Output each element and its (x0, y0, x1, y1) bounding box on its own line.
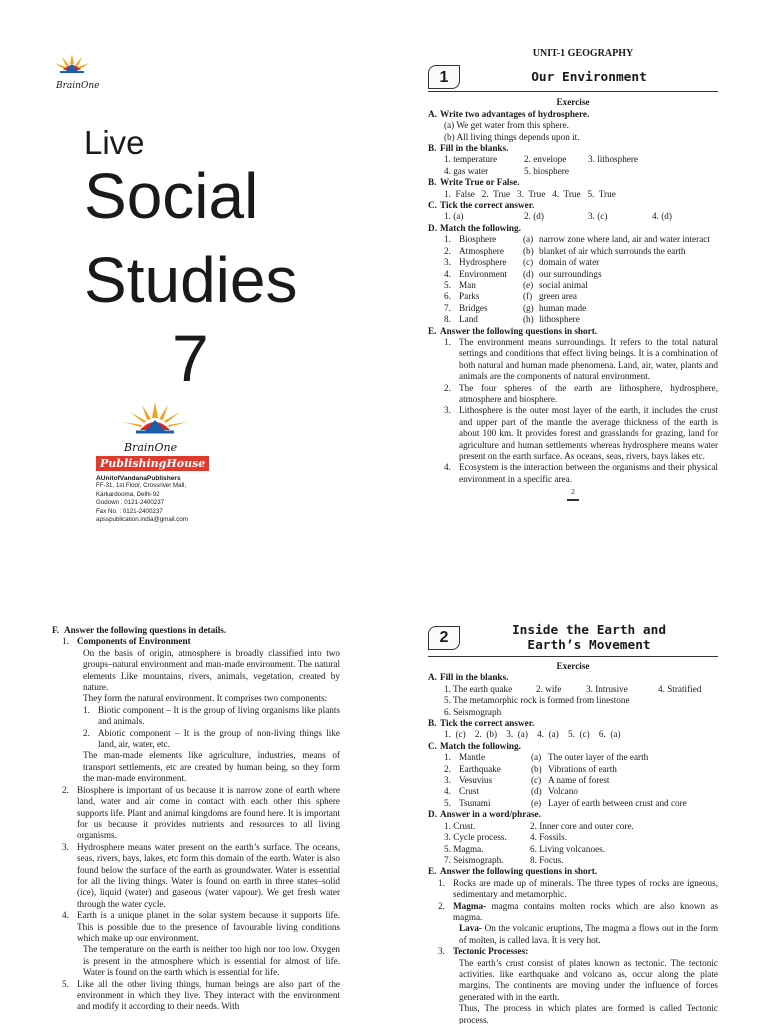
section-short-answers (428, 866, 718, 1024)
match-number: 8. (444, 314, 451, 325)
component-item (52, 728, 340, 751)
answer-line: 5. The metamorphic rock is formed from linestone (444, 695, 630, 706)
answer-item: 1. temperature (444, 154, 498, 165)
short-answer-list (428, 337, 718, 485)
term: Magma- (453, 900, 487, 911)
section-letter: B. (428, 718, 437, 729)
component-list (52, 705, 340, 751)
match-row (428, 280, 718, 291)
answer-number: 1. (62, 636, 69, 647)
match-letter: (c) (523, 257, 534, 268)
answer-item: 4. gas water (444, 165, 489, 176)
section-letter: A. (428, 672, 437, 683)
chapter-number-badge: 2 (428, 626, 460, 650)
match-term: Parks (459, 291, 480, 302)
answer-number: 5. (62, 978, 69, 989)
detailed-answer-list (52, 785, 340, 945)
answer-item: 5. biosphere (524, 165, 569, 176)
match-row (428, 269, 718, 280)
cover-grade-number: 7 (172, 321, 209, 395)
word-answer: 1. Crust. (444, 820, 476, 831)
match-row (428, 234, 718, 245)
match-number: 6. (444, 291, 451, 302)
word-row (428, 844, 718, 855)
match-letter: (e) (531, 797, 542, 808)
section-title: Answer the following questions in details. (64, 625, 227, 635)
word-answer: 5. Magma. (444, 843, 484, 854)
paragraph: On the basis of origin, atmosphere is broadly classified into two groups–natural environment and man-made environment. The natural elements Like mountains, rivers, animals, vegetation, created by nature. (83, 647, 340, 693)
match-number: 2. (444, 245, 451, 256)
small-logo-text: BrainOne (56, 81, 100, 91)
match-term: Biosphere (459, 234, 497, 245)
address-line: apsspublication.india@gmail.com (96, 516, 188, 524)
match-number: 1. (444, 234, 451, 245)
section-short-answers (428, 326, 718, 486)
match-row (428, 314, 718, 325)
word-row (428, 832, 718, 843)
unit-heading: UNIT-1 GEOGRAPHY (532, 48, 634, 59)
section-letter: D. (428, 809, 437, 820)
detailed-answer (52, 785, 340, 842)
match-definition: lithosphere (539, 314, 580, 325)
match-definition: blanket of air which surrounds the earth (539, 245, 686, 256)
match-term: Crust (459, 786, 479, 797)
short-answer (428, 462, 718, 485)
small-logo (52, 50, 100, 91)
answer-item: 4. Stratified (658, 683, 702, 694)
answer-text: Earth is a unique planet in the solar system because it supports life. This is possible due to the presence of favourable living conditions which make up our environment. (77, 910, 340, 943)
answer-item (52, 979, 340, 1013)
short-answer (428, 405, 718, 462)
chapter-title: Our Environment (531, 69, 647, 85)
match-definition: green area (539, 291, 577, 302)
unit2-page (428, 620, 718, 1024)
publisher-address (96, 482, 226, 525)
match-number: 2. (444, 763, 451, 774)
answer-text: magma contains molten rocks which are also known as magma. (453, 900, 718, 922)
short-answer (428, 383, 718, 406)
component-text: Abiotic component – It is the group of non-living things like land, air, water, etc. (98, 727, 340, 750)
address-line: Karkardooma, Delhi-92 (96, 490, 160, 498)
match-letter: (a) (531, 752, 542, 763)
word-answer: 3. Cycle process. (444, 832, 507, 843)
match-definition: A name of forest (548, 775, 610, 786)
answer-number: 3. (444, 405, 451, 416)
match-letter: (b) (531, 763, 542, 774)
chapter-number-badge: 1 (428, 65, 460, 89)
paragraph: The man-made elements like agriculture, industries, means of transport settlements, etc are created by human being, so they form the man-made environment. (83, 750, 340, 784)
match-number: 5. (444, 797, 451, 808)
chapter-title-line: Earth’s Movement (527, 638, 651, 653)
paragraph: They form the natural environment. It comprises two components: (83, 693, 328, 704)
answer-number: 1. (438, 877, 445, 888)
cover-page (0, 0, 384, 560)
answer-line: (b) All living things depends upon it. (444, 131, 580, 142)
section-letter: C. (428, 740, 437, 751)
address-line: Fax No. : 0121-2400237 (96, 507, 163, 515)
match-row (428, 764, 718, 775)
answer-number: 2. (62, 784, 69, 795)
match-number: 4. (444, 786, 451, 797)
section-title: Tick the correct answer. (440, 718, 535, 729)
word-answer: 2. Inner core and outer core. (530, 820, 634, 831)
match-definition: The outer layer of the earth (548, 752, 649, 763)
match-term: Hydrosphere (459, 257, 507, 268)
answer-text: Lithosphere is the outer most layer of the earth, it includes the crust and upper part of the mantle the average thickness of the earth is about 100 km. It provides forest and grasslands for grazing, land for agriculture and human settlements whereas hydrosphere means water present on the earth surface. As oceans, seas, rivers, bays lakes etc. (459, 405, 718, 461)
section-letter: B. (428, 143, 437, 154)
match-letter: (h) (523, 314, 534, 325)
component-number: 1. (83, 704, 90, 715)
answer-item: 4. (d) (652, 211, 672, 222)
answer-item: 3. Intrusive (586, 683, 628, 694)
sunburst-logo-icon (52, 50, 92, 78)
answer-item (428, 901, 718, 924)
paragraph: The temperature on the earth is neither too high nor too low. Oxygen is present in the atmosphere which is essential for almost of life. Water is found on the earth which is essential for life. (83, 944, 340, 978)
exercise-heading: Exercise (556, 97, 590, 108)
match-term: Earthquake (459, 763, 501, 774)
detailed-answer (52, 910, 340, 944)
match-letter: (d) (531, 786, 542, 797)
answer-item (52, 636, 340, 647)
match-row (428, 303, 718, 314)
match-definition: narrow zone where land, air and water interact (539, 234, 710, 245)
match-letter: (g) (523, 302, 534, 313)
section-letter: E. (428, 325, 437, 336)
section-title: Write two advantages of hydrosphere. (440, 108, 590, 119)
address-line: Godown : 0121-2400237 (96, 499, 165, 507)
match-term: Bridges (459, 302, 488, 313)
word-answer: 8. Focus. (530, 854, 564, 865)
answer-number: 2. (444, 382, 451, 393)
match-letter: (a) (523, 234, 534, 245)
chapter-2-header (428, 620, 718, 657)
section-tick (428, 200, 718, 223)
answer-number: 1. (444, 336, 451, 347)
match-number: 1. (444, 752, 451, 763)
section-letter: F. (52, 625, 60, 635)
answer-text: Like all the other living things, human beings are also part of the environment in which they live. They interact with the environment and modify it according to their needs. With (77, 978, 340, 1012)
answer-text: The earth’s crust consist of plates known as tectonic. The tectonic activities. like earthquake and volcano as, occur along the plate margins. The continents are moving under the influence of forces generated with in the earth. (459, 957, 718, 1002)
section-title: Tick the correct answer. (440, 200, 535, 211)
answer-number: 3. (62, 841, 69, 852)
match-row (428, 798, 718, 809)
publisher-unit: AUnitofVandanaPublishers (96, 475, 181, 482)
section-title: Write True or False. (440, 177, 520, 188)
match-letter: (c) (531, 775, 542, 786)
word-answer: 6. Living volcanoes. (530, 843, 606, 854)
section-tick (428, 718, 718, 741)
cover-title-studies: Studies (84, 244, 298, 316)
answer-number: 4. (62, 910, 69, 921)
detailed-answers-page (52, 625, 340, 1024)
match-term: Land (459, 314, 478, 325)
word-answer-grid (428, 821, 718, 867)
page-number: 2 (567, 487, 579, 500)
publisher-logo-text: BrainOne (124, 441, 178, 454)
section-title: Fill in the blanks. (440, 143, 509, 154)
cover-title-social: Social (84, 160, 259, 232)
match-definition: domain of water (539, 257, 600, 268)
answer-text: On the volcanic eruptions, The magma a flows out in the form of molten, is called lava. It is very hot. (459, 923, 718, 945)
answer-item: 2. (d) (524, 211, 544, 222)
section-title: Match the following. (440, 740, 521, 751)
match-row (428, 775, 718, 786)
answer-line: 6. Seismograph (444, 706, 502, 717)
section-fill-blanks (428, 672, 718, 718)
answer-item (428, 878, 718, 901)
answer-number: 2. (438, 900, 445, 911)
answer-item: 2. envelope (524, 154, 567, 165)
answer-heading: Components of Environment (77, 636, 191, 647)
section-title: Match the following. (440, 222, 521, 233)
answer-text: Rocks are made up of minerals. The three types of rocks are igneous, sedimentary and metamorphic. (453, 877, 718, 900)
match-row (428, 257, 718, 268)
section-letter: D. (428, 222, 437, 233)
answer-text: Thus, The process in which plates are formed is called Tectonic process. (459, 1003, 718, 1024)
answer-heading: Tectonic Processes: (453, 946, 529, 957)
match-definition: our surroundings (539, 268, 602, 279)
component-item (52, 705, 340, 728)
match-number: 4. (444, 268, 451, 279)
section-match (428, 741, 718, 809)
match-row (428, 246, 718, 257)
publisher-block (96, 400, 226, 525)
match-term: Vesuvius (459, 775, 493, 786)
answer-item: 1. (a) (444, 211, 464, 222)
section-letter: B. (428, 177, 437, 188)
publisher-house-badge: PublishingHouse (96, 456, 209, 471)
section-true-false (428, 177, 718, 200)
match-definition: Vibrations of earth (548, 763, 617, 774)
match-term: Mantle (459, 752, 486, 763)
match-letter: (d) (523, 268, 534, 279)
word-answer: 4. Fossils. (530, 832, 568, 843)
cover-title-live: Live (84, 124, 145, 161)
answer-line: 1. False 2. True 3. True 4. True 5. True (444, 188, 616, 199)
component-text: Biotic component – It is the group of living organisms like plants and animals. (98, 704, 340, 727)
answer-line: (a) We get water from this sphere. (444, 120, 569, 131)
answer-item: 3. lithosphere (588, 154, 639, 165)
section-b (428, 143, 718, 177)
match-definition: social animal (539, 279, 588, 290)
match-term: Tsunami (459, 797, 491, 808)
match-number: 5. (444, 279, 451, 290)
match-term: Man (459, 279, 476, 290)
match-letter: (b) (523, 245, 534, 256)
match-row (428, 752, 718, 763)
match-letter: (f) (523, 291, 533, 302)
answer-text: The four spheres of the earth are lithosphere, hydrosphere, atmosphere and biosphere. (459, 382, 718, 404)
match-term: Atmosphere (459, 245, 504, 256)
component-number: 2. (83, 727, 90, 738)
address-line: FF-31, 1st Floor, Crossriver Mall, (96, 482, 187, 489)
match-definition: Volcano (548, 786, 578, 797)
match-number: 3. (444, 257, 451, 268)
section-letter: E. (428, 866, 437, 877)
section-match (428, 223, 718, 326)
match-table (428, 234, 718, 325)
chapter-title-line: Inside the Earth and (511, 623, 667, 638)
answer-number: 3. (438, 946, 445, 957)
answer-item: 1. The earth quake (444, 683, 513, 694)
chapter-1-header (428, 63, 718, 92)
word-answer: 7. Seismograph. (444, 854, 504, 865)
match-row (428, 786, 718, 797)
match-definition: Layer of earth between crust and core (548, 797, 687, 808)
section-word-phrase (428, 809, 718, 866)
section-title: Answer in a word/phrase. (440, 809, 541, 820)
answer-text: Ecosystem is the interaction between the organisms and their physical environment in a specific area. (459, 462, 718, 484)
match-term: Environment (459, 268, 507, 279)
answer-text: The environment means surroundings. It refers to the total natural settings and conditions that effect living beings. It is a combination of both natural and human made phenomena. Land, air, water, plants and animals are the components of natural environment. (459, 336, 718, 382)
match-table (428, 752, 718, 809)
word-row (428, 821, 718, 832)
section-title: Answer the following questions in short. (440, 325, 598, 336)
section-title: Fill in the blanks. (440, 672, 509, 683)
exercise-heading: Exercise (556, 661, 590, 671)
word-row (428, 855, 718, 866)
answer-line: 1. (c) 2. (b) 3. (a) 4. (a) 5. (c) 6. (a) (444, 729, 621, 740)
answer-text: Hydrosphere means water present on the earth’s surface. The oceans, seas, rivers, bays, lakes, etc form this domain of the earth. Water is also found below the surface of the earth as groundwater. Water is essential for all the living things. Water is found on earth in three states–solid (ice), liquid (water) and gaseous (water vapour). We get fresh water through the water cycle. (77, 841, 340, 909)
detailed-answer (52, 842, 340, 910)
match-definition: human made (539, 302, 587, 313)
answer-item: 3. (c) (588, 211, 608, 222)
short-answer (428, 337, 718, 383)
answer-number: 4. (444, 462, 451, 473)
section-title: Answer the following questions in short. (440, 866, 598, 877)
section-letter: C. (428, 200, 437, 211)
match-number: 7. (444, 302, 451, 313)
answer-item (428, 946, 718, 957)
match-letter: (e) (523, 279, 534, 290)
answer-item: 2. wife (536, 683, 562, 694)
match-number: 3. (444, 775, 451, 786)
publisher-sunburst-icon (120, 400, 190, 440)
section-a (428, 109, 718, 143)
unit1-page (428, 48, 718, 528)
match-row (428, 291, 718, 302)
term: Lava- (459, 923, 482, 934)
answer-text: Biosphere is important of us because it is narrow zone of earth where land, water and air come in contact with each other this sphere supports life. Plant and animal kingdoms are found here. It is important for us because it provides nutrients and resources to all living organisms. (77, 784, 340, 841)
section-letter: A. (428, 108, 437, 119)
